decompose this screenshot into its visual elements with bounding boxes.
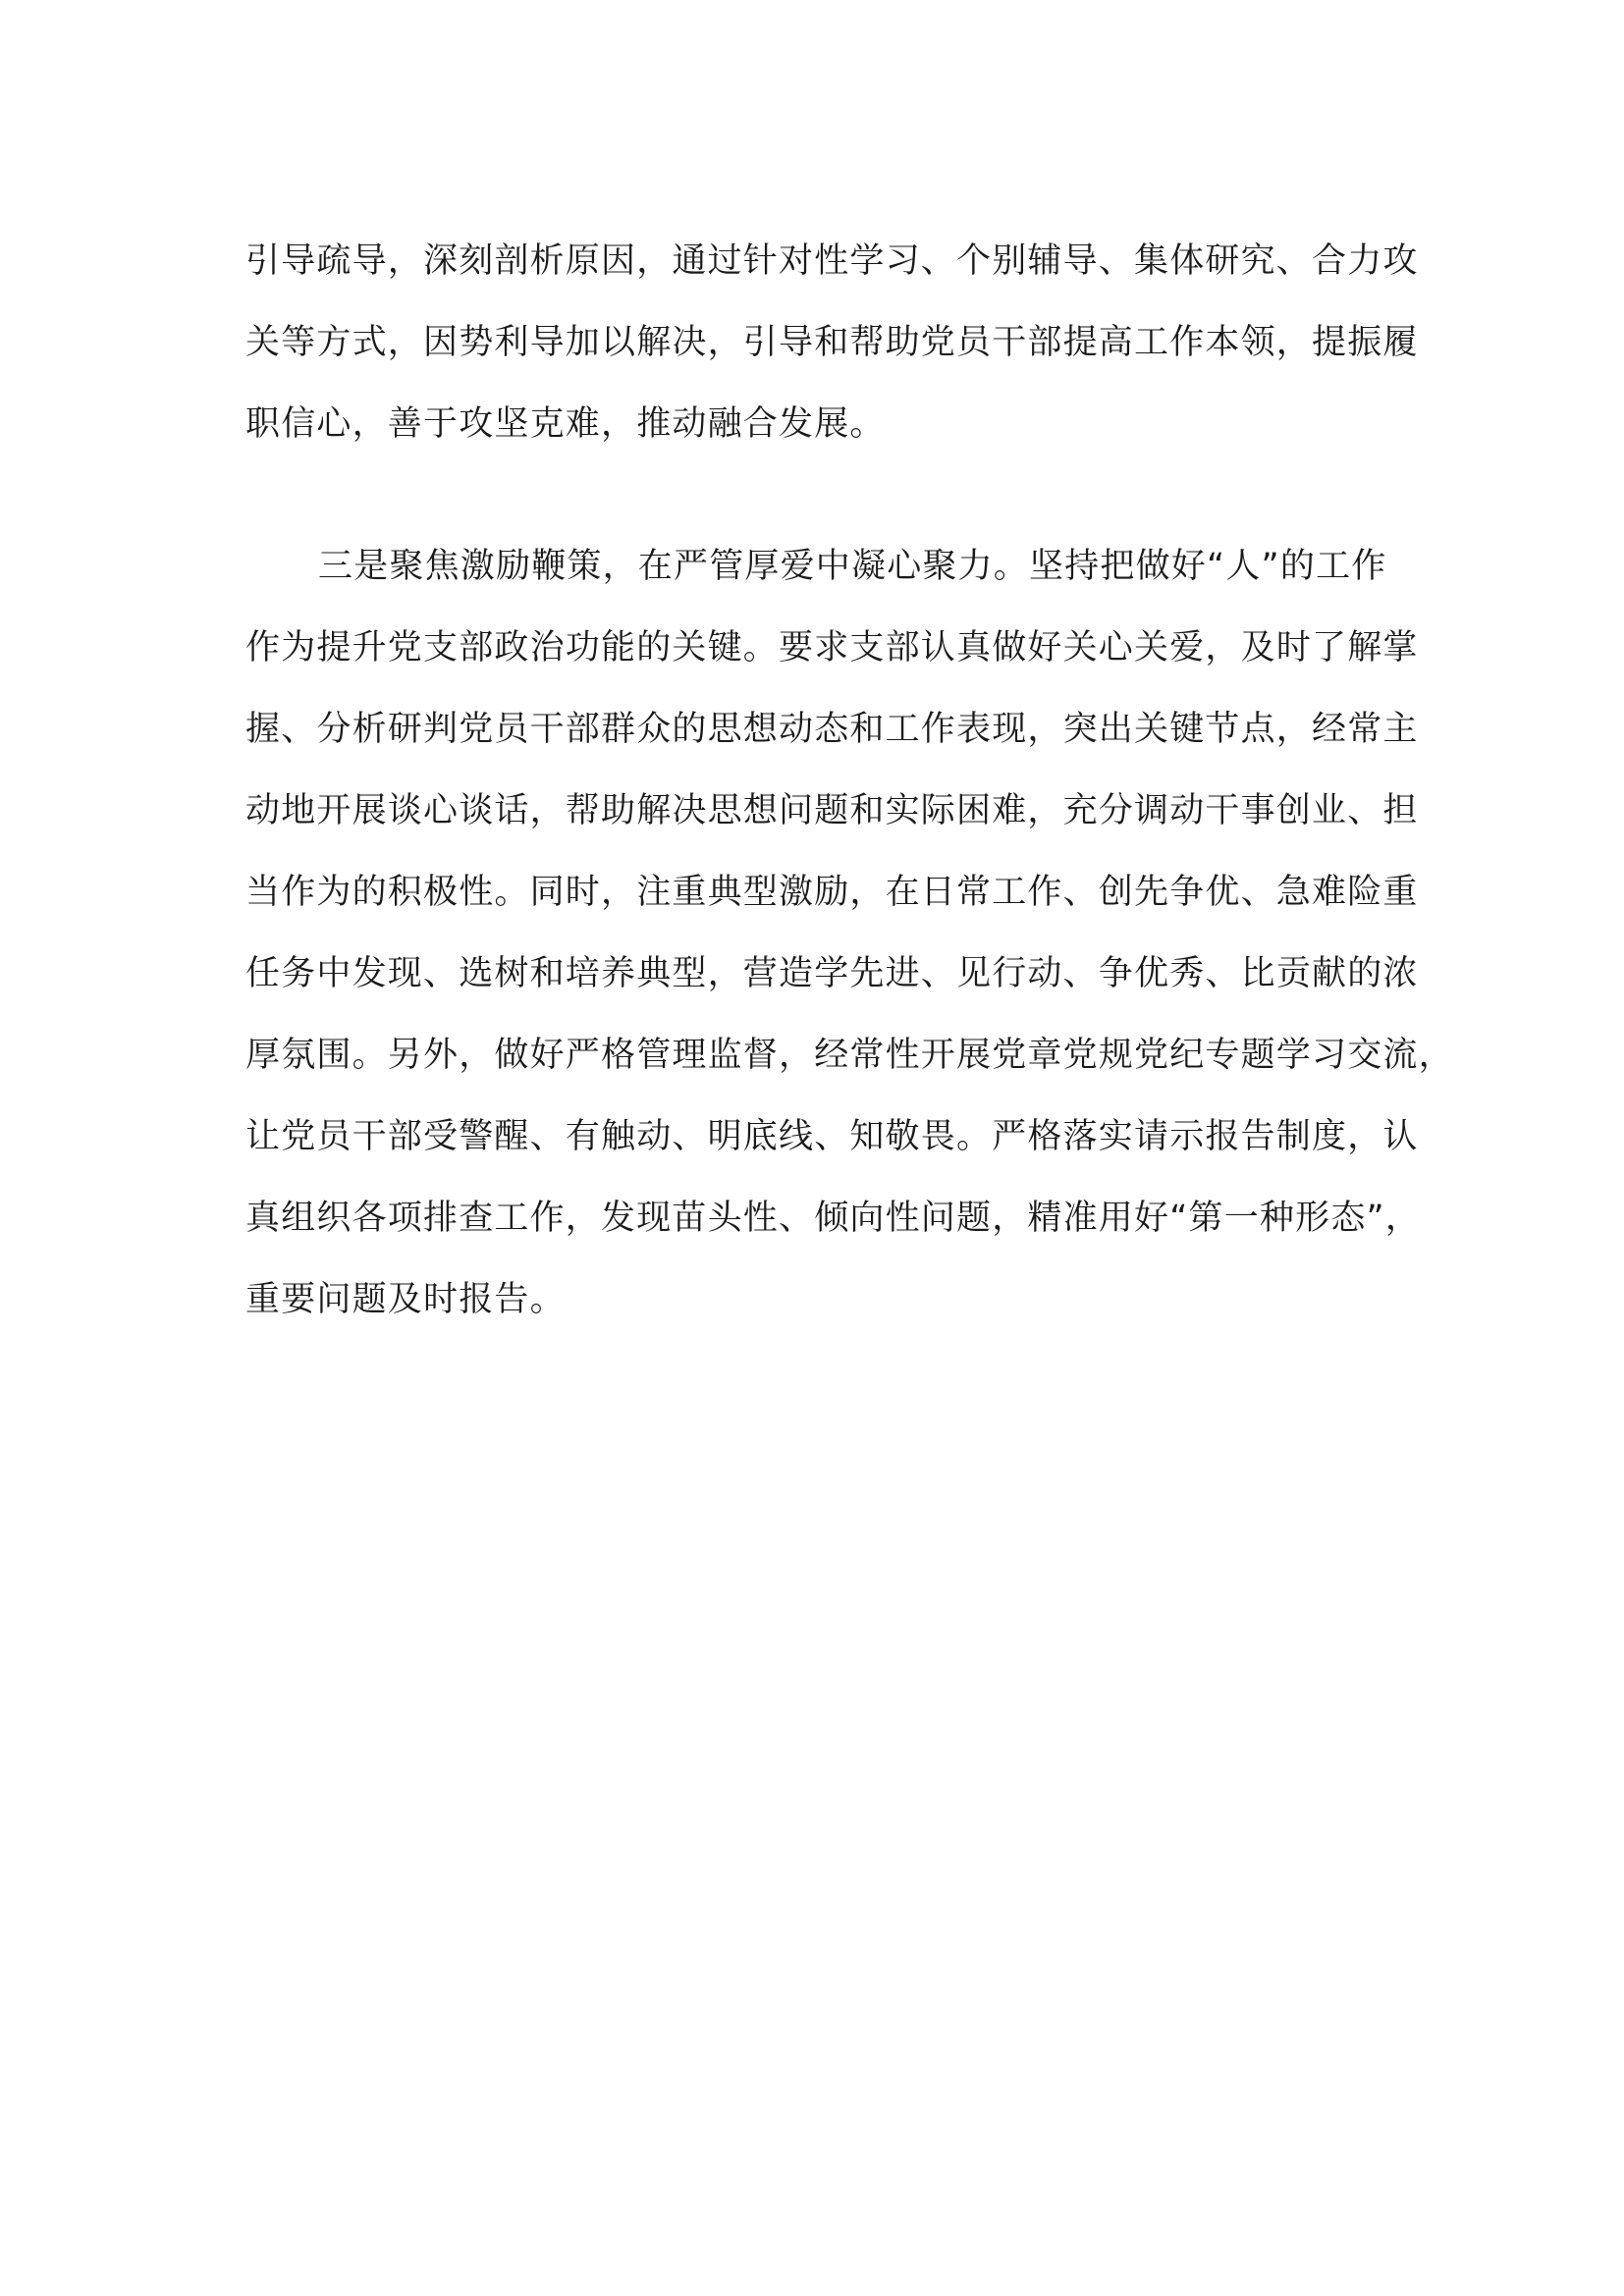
text-line: 让党员干部受警醒、有触动、明底线、知敬畏。严格落实请示报告制度，认 (245, 1117, 1419, 1156)
text-line: 三是聚焦激励鞭策，在严管厚爱中凝心聚力。坚持把做好“人”的工作 (318, 547, 1387, 586)
text-line: 动地开展谈心谈话，帮助解决思想问题和实际困难，充分调动干事创业、担 (245, 791, 1419, 830)
text-line: 握、分析研判党员干部群众的思想动态和工作表现，突出关键节点，经常主 (245, 710, 1419, 749)
text-line: 职信心，善于攻坚克难，推动融合发展。 (245, 404, 886, 444)
text-line: 当作为的积极性。同时，注重典型激励，在日常工作、创先争优、急难险重 (245, 873, 1419, 912)
text-line: 任务中发现、选树和培养典型，营造学先进、见行动、争优秀、比贡献的浓 (245, 954, 1419, 993)
text-line: 关等方式，因势利导加以解决，引导和帮助党员干部提高工作本领，提振履 (245, 323, 1419, 362)
text-line: 重要问题及时报告。 (245, 1280, 566, 1319)
text-line: 真组织各项排查工作，发现苗头性、倾向性问题，精准用好“第一种形态”， (245, 1199, 1422, 1238)
text-line: 引导疏导，深刻剖析原因，通过针对性学习、个别辅导、集体研究、合力攻 (245, 241, 1419, 281)
text-line: 作为提升党支部政治功能的关键。要求支部认真做好关心关爱，及时了解掌 (245, 628, 1419, 667)
text-line: 厚氛围。另外，做好严格管理监督，经常性开展党章党规党纪专题学习交流， (245, 1036, 1454, 1075)
